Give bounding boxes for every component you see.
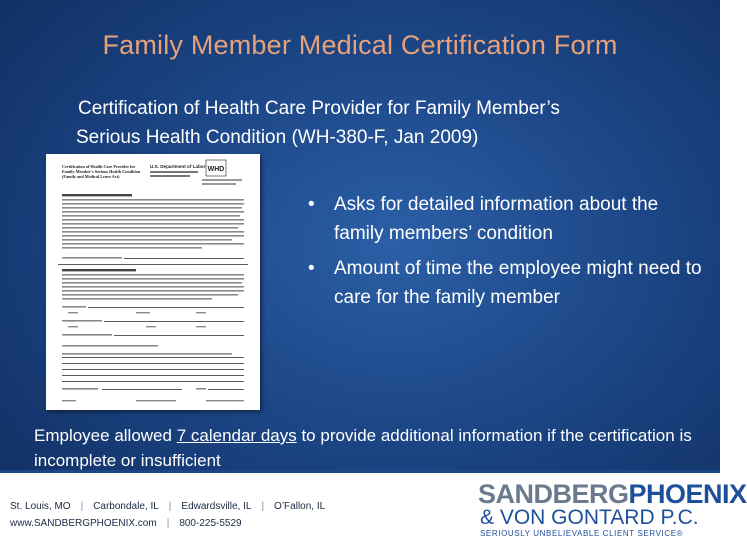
firm-logo (478, 479, 747, 538)
note-deadline: 7 calendar days (176, 426, 297, 445)
logo-part-sandberg: SANDBERG (478, 479, 629, 509)
form-thumbnail (46, 154, 260, 410)
note-paragraph (34, 423, 694, 473)
location-st-louis: St. Louis, MO (10, 501, 71, 512)
separator: | (80, 501, 84, 512)
thumbnail-heading-line-3: (Family and Medical Leave Act) (62, 174, 120, 179)
footer (0, 470, 747, 540)
bullet-item: • Asks for detailed information about the family members’ condition (308, 190, 708, 248)
note-text-end: to provide additional information if the certification is incomplete or insufficient (34, 426, 692, 470)
office-locations (10, 501, 325, 512)
subtitle-line-2: Serious Health Condition (WH-380-F, Jan 2009) (76, 127, 479, 148)
separator: | (261, 501, 265, 512)
thumbnail-heading-line-2: Family Member's Serious Health Condition (62, 169, 141, 174)
form-thumbnail-image (46, 154, 260, 410)
thumbnail-agency: U.S. Department of Labor (150, 164, 206, 169)
note-text-start: Employee allowed (34, 426, 177, 445)
separator: | (166, 518, 170, 529)
logo-part-phoenix: PHOENIX (628, 479, 747, 509)
thumbnail-badge: WHD (207, 166, 225, 173)
contact-info (10, 518, 242, 529)
website-link[interactable]: www.SANDBERGPHOENIX.com (10, 518, 157, 529)
subtitle-line-1: Certification of Health Care Provider for Family Member’s (78, 98, 560, 119)
location-carbondale: Carbondale, IL (93, 501, 159, 512)
bullet-list (308, 190, 708, 318)
location-ofallon: O’Fallon, IL (274, 501, 326, 512)
logo-wordmark (478, 479, 747, 509)
footer-divider (0, 470, 720, 473)
phone-number: 800-225-5529 (179, 518, 242, 529)
thumbnail-heading-line-1: Certification of Health Care Provider for (62, 164, 136, 169)
bullet-item: • Amount of time the employee might need to care for the family member (308, 254, 708, 312)
logo-tagline: SERIOUSLY UNBELIEVABLE CLIENT SERVICE® (480, 529, 684, 538)
separator: | (168, 501, 172, 512)
logo-subline: & VON GONTARD P.C. (480, 506, 699, 529)
slide-title: Family Member Medical Certification Form (102, 30, 618, 60)
slide-subtitle (78, 94, 708, 152)
location-edwardsville: Edwardsville, IL (181, 501, 252, 512)
